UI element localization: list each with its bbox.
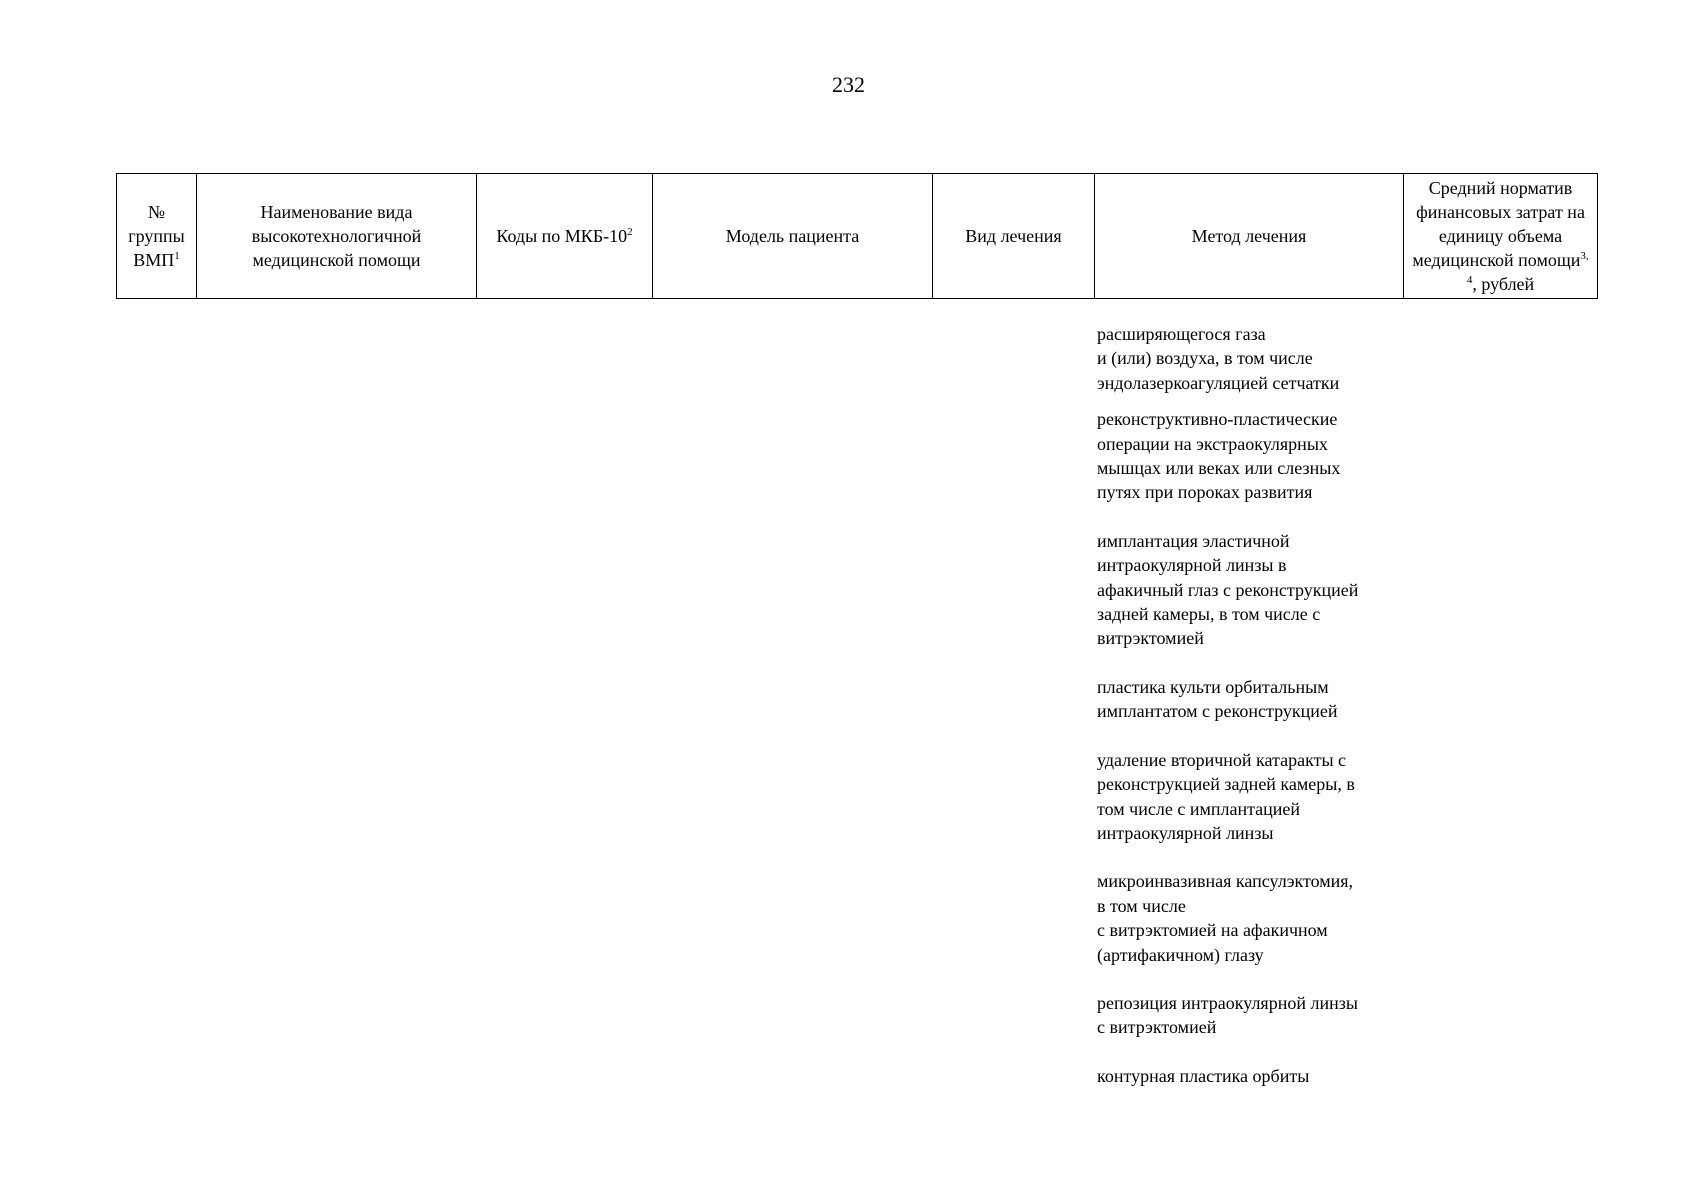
- header-treatment-type-text: Вид лечения: [965, 226, 1062, 246]
- method-item: расширяющегося газа и (или) воздуха, в том числе эндолазеркоагуляцией сетчатки: [1097, 324, 1340, 393]
- header-cost-standard: [1404, 174, 1598, 299]
- header-patient-model: [653, 174, 933, 299]
- header-group-number: [117, 174, 197, 299]
- method-item: репозиция интраокулярной линзы с витрэктомией: [1097, 992, 1358, 1038]
- footnote-ref-1: 1: [174, 250, 180, 262]
- header-row: [117, 174, 1598, 299]
- header-treatment-type: [933, 174, 1095, 299]
- footnote-ref-3-4: 3, 4: [1466, 250, 1589, 286]
- method-item: контурная пластика орбиты: [1097, 1065, 1310, 1086]
- method-item: имплантация эластичной интраокулярной линзы в афакичный глаз с реконструкцией задней камеры, в том числе с витрэктомией: [1097, 530, 1359, 649]
- header-treatment-method: [1095, 174, 1404, 299]
- treatment-method-list: [1097, 322, 1407, 1088]
- header-patient-model-text: Модель пациента: [725, 226, 860, 246]
- method-item: реконструктивно-пластические операции на экстраокулярных мышцах или веках или слезных путях при пороках развития: [1097, 409, 1341, 503]
- header-group-number-text: № группы ВМП: [128, 202, 185, 270]
- method-item: удаление вторичной катаракты с реконструкцией задней камеры, в том числе с имплантацией интраокулярной линзы: [1097, 749, 1355, 843]
- header-treatment-method-text: Метод лечения: [1191, 226, 1307, 246]
- method-item: пластика культи орбитальным имплантатом с реконструкцией: [1097, 676, 1338, 722]
- method-item: микроинвазивная капсулэктомия, в том числе с витрэктомией на афакичном (артифакичном) глазу: [1097, 871, 1354, 965]
- header-cost-standard-suffix: , рублей: [1472, 274, 1535, 294]
- header-care-name-text: Наименование вида высокотехнологичной медицинской помощи: [251, 202, 422, 270]
- footnote-ref-2: 2: [627, 226, 633, 238]
- header-care-name: [197, 174, 477, 299]
- header-table: [116, 173, 1598, 299]
- header-cost-standard-text: Средний норматив финансовых затрат на единицу объема медицинской помощи: [1412, 178, 1585, 270]
- header-icd-codes: [477, 174, 653, 299]
- page-number: 232: [832, 72, 865, 97]
- header-icd-codes-text: Коды по МКБ-10: [496, 226, 628, 246]
